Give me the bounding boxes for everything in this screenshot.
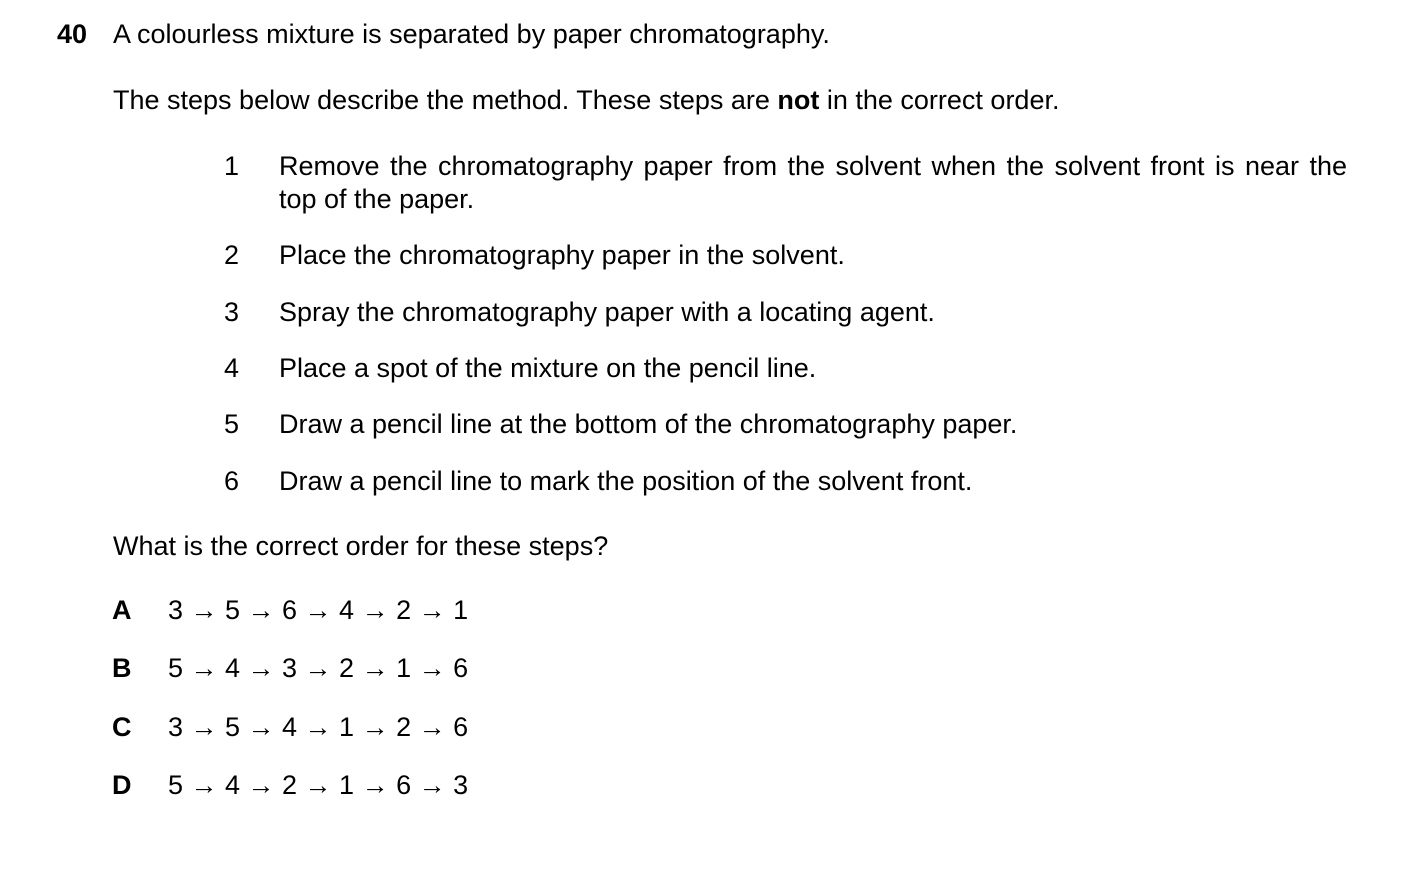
step-number-1: 1 <box>223 151 239 181</box>
instruction-emphasis: not <box>777 85 820 115</box>
option-letter-c[interactable]: C <box>112 712 132 742</box>
step-number-2: 2 <box>223 240 239 270</box>
step-text-1: Remove the chromatography paper from the solvent when the solvent front is near the top of the paper. <box>279 151 1347 214</box>
instruction-text-start: The steps below describe the method. These steps are <box>113 85 778 115</box>
option-sequence-d[interactable]: 5 → 4 → 2 → 1 → 6 → 3 <box>168 770 469 800</box>
question-prompt: What is the correct order for these steps? <box>113 531 609 561</box>
step-number-4: 4 <box>223 353 239 383</box>
instruction-text <box>113 84 1059 117</box>
step-text-6: Draw a pencil line to mark the position of the solvent front. <box>279 466 973 496</box>
option-sequence-a[interactable]: 3 → 5 → 6 → 4 → 2 → 1 <box>168 595 469 625</box>
option-letter-b[interactable]: B <box>112 653 132 683</box>
option-letter-a[interactable]: A <box>112 595 132 625</box>
step-number-6: 6 <box>223 466 239 496</box>
option-letter-d[interactable]: D <box>112 770 132 800</box>
step-number-5: 5 <box>223 409 239 439</box>
question-number: 40 <box>57 19 88 49</box>
step-text-5: Draw a pencil line at the bottom of the chromatography paper. <box>279 409 1018 439</box>
step-text-2: Place the chromatography paper in the solvent. <box>279 240 845 270</box>
option-sequence-c[interactable]: 3 → 5 → 4 → 1 → 2 → 6 <box>168 712 469 742</box>
step-text-3: Spray the chromatography paper with a locating agent. <box>279 297 935 327</box>
step-text-4: Place a spot of the mixture on the pencil line. <box>279 353 817 383</box>
instruction-text-end: in the correct order. <box>819 85 1060 115</box>
option-sequence-b[interactable]: 5 → 4 → 3 → 2 → 1 → 6 <box>168 653 469 683</box>
step-number-3: 3 <box>223 297 239 327</box>
question-stem: A colourless mixture is separated by paper chromatography. <box>113 19 830 49</box>
